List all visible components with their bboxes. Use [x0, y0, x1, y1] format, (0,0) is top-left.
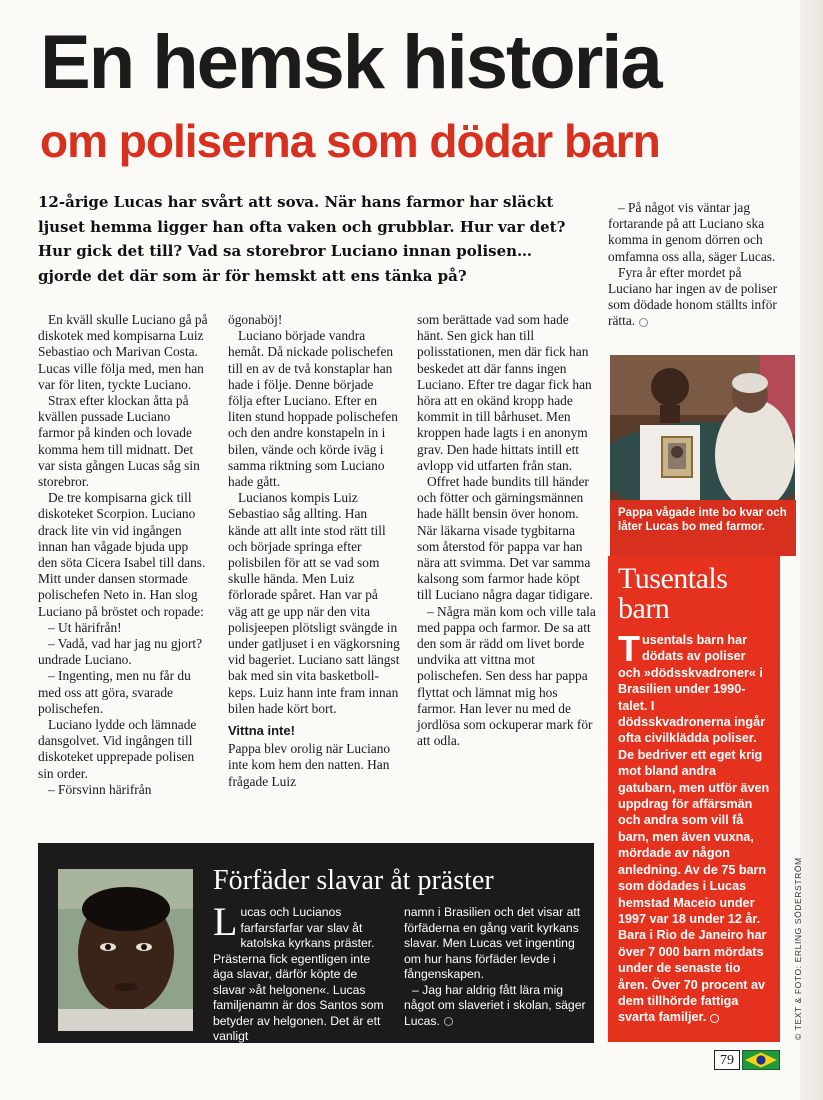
- paragraph: – På något vis väntar jag fortarande på att Luciano ska komma in genom dörren och omfamna oss alla, säger Lucas.: [608, 200, 776, 264]
- brazil-flag-icon: [742, 1050, 780, 1070]
- paragraph: – Ingenting, men nu får du med oss att göra, svarade polischefen.: [38, 668, 191, 716]
- body-column-1: [38, 312, 210, 798]
- sidebar-title: Tusentals barn: [618, 562, 728, 625]
- subheading: Vittna inte!: [228, 723, 295, 739]
- drop-cap: T: [618, 628, 640, 669]
- paragraph: Offret hade bundits till händer och fötter och gärningsmännen hade hällt bensin över honom. När läkarna visade tygbitarna som återstod för pappa var han nära att svimma. Det var samma kalsong som farmor hade köpt till Luciano några dagar tidigare.: [417, 474, 593, 603]
- paragraph: – Ut härifrån!: [48, 619, 122, 635]
- paragraph-text: – Jag har aldrig fått lära mig något om slaveriet i skolan, säger Lucas.: [404, 982, 586, 1028]
- paragraph: som berättade vad som hade hänt. Sen gick han till polisstationen, men där fick han beskedet att där fanns ingen Luciano. Efter tre dagar fick han höra att en okänd kropp hade kommit in till bårhuset. Men kroppen hade lagts i en anonym grav. Den hade hittats intill ett avlopp vid utfarten från stan.: [417, 312, 592, 473]
- sidebar-title: Förfäder slavar åt präster: [213, 865, 494, 896]
- sidebar-text: [618, 628, 770, 1026]
- sidebar-column-2: [404, 905, 586, 1029]
- body-column-4: [608, 200, 788, 330]
- paragraph: Lucianos kompis Luiz Sebastiao såg allting. Han kände att allt inte stod rätt till och började springa efter polisbilen för att se vad som skulle hända. Men Luiz förlorade spåret. Han var på väg att ge upp när den vita polisjeepen plötsligt svängde in under gatljuset i en vägkorsning vid bageriet. Luciano satt längst bak med sin vita basketboll-keps. Luiz hann inte fram innan bilen hade kört bort.: [228, 490, 400, 716]
- paragraph: De tre kompisarna gick till diskoteket Scorpion. Luciano drack lite vin vid ingången innan han vågade bjuda upp den söta Cicera Isabel till dans. Mitt under dansen stormade polischefen Neto in. Han slog Luciano på bröstet och ropade:: [38, 490, 206, 619]
- paragraph: – Försvinn härifrån: [48, 781, 152, 797]
- paragraph: [404, 983, 586, 1030]
- body-column-2: [228, 312, 400, 790]
- portrait-lucas: [58, 869, 193, 1031]
- photo-lucas-and-grandmother: [610, 355, 795, 500]
- page-number: 79: [714, 1050, 740, 1070]
- paragraph: En kväll skulle Luciano gå på diskotek med kompisarna Luiz Sebastiao och Marivan Costa. Lucas ville följa med, men han var för liten, tyckte Luciano.: [38, 312, 208, 392]
- paragraph: Pappa blev orolig när Luciano inte kom hem den natten. Han frågade Luiz: [228, 741, 391, 789]
- drop-cap: L: [213, 899, 238, 944]
- paragraph: ögonaböj!: [228, 312, 283, 327]
- paragraph: Strax efter klockan åtta på kvällen pussade Luciano farmor på kinden och lovade komma hem till midnatt. Det var sista gången Lucas såg sin storebror.: [38, 393, 200, 490]
- end-mark-icon: [710, 1014, 719, 1023]
- paragraph: [213, 899, 391, 1045]
- sidebar-body: usentals barn har dödats av poliser och »dödsskvadroner« i Brasilien under 1990-talet. I dödsskvadronerna ingår ofta civilklädda poliser. De bedriver ett eget krig mot bland andra gatubarn, men utför även uppdrag för affärsmän och andra som vill få barn, men även vuxna, mördade av någon anledning. Av de 75 barn som dödades i Lucas hemstad Maceio under 1997 var 18 under 12 år. Bara i Rio de Janeiro har över 7 000 barn mördats under de senaste tio åren. Över 70 procent av dem tillhörde fattiga svarta familjer.: [618, 633, 770, 1025]
- photo-credit: © TEXT & FOTO: ERLING SÖDERSTRÖM: [793, 857, 803, 1040]
- page-edge: [800, 0, 823, 1100]
- headline-main: En hemsk historia: [40, 20, 661, 105]
- end-mark-icon: [639, 318, 648, 327]
- sidebar-tusentals-barn: [608, 556, 780, 1042]
- paragraph-text: Fyra år efter mordet på Luciano har ingen av de poliser som dödade honom ställts inför rätta.: [608, 264, 778, 329]
- body-column-3: [417, 312, 597, 749]
- lead-paragraph: 12-årige Lucas har svårt att sova. När hans farmor har släckt ljuset hemma ligger han ofta vaken och grubblar. Hur var det? Hur gick det till? Vad sa storebror Luciano innan polisen… gjorde det där som är för hemskt att ens tänka på?: [38, 193, 566, 285]
- paragraph: – Några män kom och ville tala med pappa och farmor. De sa att den som är rädd om livet borde undvika att vittna mot polischefen. Sen dess har pappa flyttat och lämnat mig hos farmor. Han lever nu med de jordlösa som ockuperar mark för att odla.: [417, 603, 596, 749]
- paragraph: Luciano började vandra hemåt. Då nickade polischefen till en av de två konstaplar han hade i följe. Denne började följa efter Luciano. Efter en liten stund hoppade polischefen och den andre konstapeln in i bilen, vände och körde iväg i samma riktning som Luciano hade gått.: [228, 328, 398, 490]
- paragraph: [608, 265, 788, 330]
- sidebar-forfader: [38, 843, 594, 1043]
- paragraph: Luciano lydde och lämnade dansgolvet. Vid ingången till diskoteket upprepade polisen sin order.: [38, 717, 197, 781]
- paragraph: – Vadå, vad har jag nu gjort? undrade Luciano.: [38, 636, 203, 668]
- headline-sub: om poliserna som dödar barn: [40, 115, 660, 167]
- paragraph-text: ucas och Lucianos farfarsfarfar var slav åt katolska kyrkans präster. Prästerna fick egentligen inte äga slavar, därför köpte de slavar »åt helgonen«. Lucas familjenamn är dos Santos som betyder av helgonen. Det är ett vanligt: [213, 905, 384, 1043]
- photo-caption: Pappa vågade inte bo kvar och låter Lucas bo med farmor.: [610, 500, 796, 556]
- paragraph: namn i Brasilien och det visar att förfäderna en gång varit kyrkans slavar. Men Lucas vet ingenting om hur hans förfäder levde i fångenskapen.: [404, 905, 581, 981]
- end-mark-icon: [444, 1017, 453, 1026]
- sidebar-column-1: [213, 899, 391, 1045]
